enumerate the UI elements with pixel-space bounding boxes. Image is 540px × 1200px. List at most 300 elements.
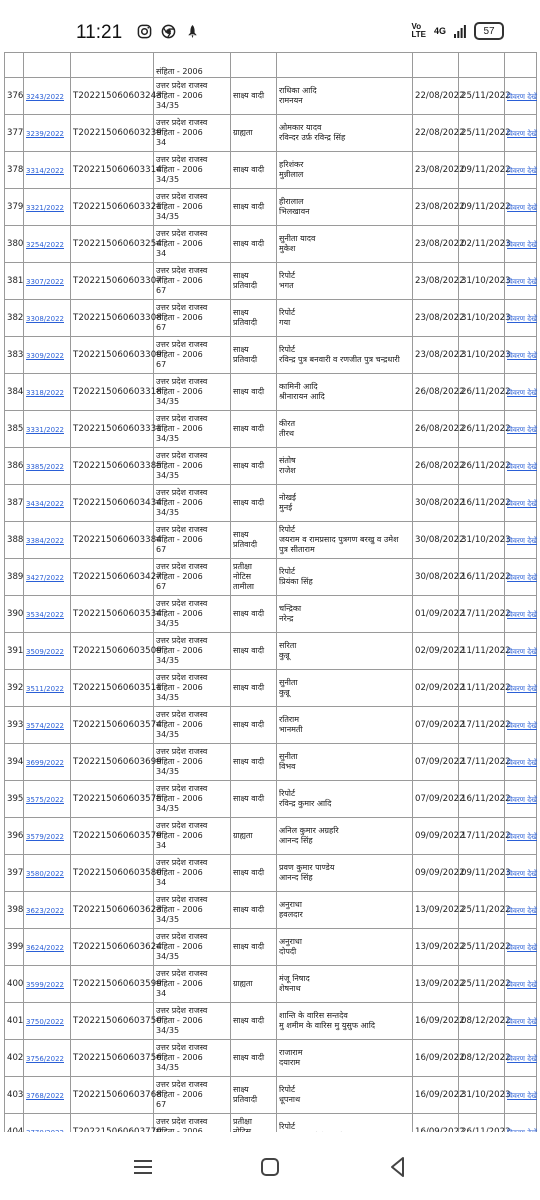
parties-cell	[277, 189, 413, 226]
cnr-number: T202215060603574	[71, 707, 154, 744]
view-details-link[interactable]: विवरण देखें	[507, 572, 537, 582]
case-number-link[interactable]: 3331/2022	[26, 425, 64, 434]
act-line: 34/35	[156, 471, 180, 480]
act-line: उत्तर प्रदेश राजस्व	[156, 155, 208, 164]
parties-cell	[277, 596, 413, 633]
next-hearing-date: 26/11/2022	[459, 448, 505, 485]
table-row	[5, 633, 537, 670]
view-details-link[interactable]: विवरण देखें	[507, 683, 537, 693]
navigation-bar	[0, 1132, 540, 1200]
parties-cell	[277, 929, 413, 966]
next-hearing-date: 31/10/2023	[459, 300, 505, 337]
case-stage-line: साक्ष्य वादी	[233, 424, 265, 433]
act-line: संहिता - 2006	[156, 165, 203, 174]
act-line: 67	[156, 360, 167, 369]
act-cell	[154, 1003, 231, 1040]
view-details-link[interactable]: विवरण देखें	[507, 498, 537, 508]
act-line: उत्तर प्रदेश राजस्व	[156, 303, 208, 312]
act-cell	[154, 966, 231, 1003]
case-stage-line: नोटिस	[233, 572, 252, 581]
cnr-number: T202215060603308	[71, 300, 154, 337]
table-row	[5, 744, 537, 781]
parties-cell	[277, 522, 413, 559]
act-cell: संहिता - 2006	[154, 53, 231, 78]
view-details-link[interactable]: विवरण देखें	[507, 868, 537, 878]
table-row	[5, 522, 537, 559]
filing-date: 16/09/2022	[413, 1040, 459, 1077]
filing-date: 13/09/2022	[413, 929, 459, 966]
view-details-link[interactable]: विवरण देखें	[507, 350, 537, 360]
party-line: भगत	[279, 281, 294, 290]
party-line: शेषनाथ	[279, 984, 301, 993]
table-row	[5, 855, 537, 892]
party-line: ओमकार यादव	[279, 123, 322, 132]
party-line: सुनीता	[279, 752, 298, 761]
filing-date: 02/09/2022	[413, 633, 459, 670]
party-line: भिलखावन	[279, 207, 310, 216]
table-row	[5, 152, 537, 189]
case-number-link[interactable]: 3699/2022	[26, 758, 64, 767]
case-stage-cell	[231, 781, 277, 818]
act-line: संहिता - 2006	[156, 313, 203, 322]
serial-number: 391	[5, 633, 24, 670]
view-details-link[interactable]: विवरण देखें	[507, 757, 537, 767]
case-number-link[interactable]: 3599/2022	[26, 980, 64, 989]
parties-cell	[277, 633, 413, 670]
instagram-icon	[137, 24, 152, 39]
case-stage-line: साक्ष्य	[233, 308, 249, 317]
case-number-link[interactable]: 3534/2022	[26, 610, 64, 619]
filing-date: 02/09/2022	[413, 670, 459, 707]
party-line: रिपोर्ट	[279, 567, 295, 576]
cnr-number: T202215060603509	[71, 633, 154, 670]
case-number-link[interactable]: 3580/2022	[26, 869, 64, 878]
rocket-icon	[185, 24, 200, 39]
case-stage-line: प्रतिवादी	[233, 1095, 258, 1104]
act-line: संहिता - 2006	[156, 572, 203, 581]
act-line: संहिता - 2006	[156, 1090, 203, 1099]
serial-number: 399	[5, 929, 24, 966]
table-row	[5, 892, 537, 929]
party-line: रिपोर्ट	[279, 1085, 295, 1094]
view-details-link[interactable]: विवरण देखें	[507, 720, 537, 730]
serial-number: 394	[5, 744, 24, 781]
case-number-link[interactable]: 3314/2022	[26, 166, 64, 175]
act-cell	[154, 596, 231, 633]
view-details-link[interactable]: विवरण देखें	[507, 239, 537, 249]
party-line: कीरत	[279, 419, 296, 428]
case-number-link[interactable]: 3384/2022	[26, 536, 64, 545]
case-stage-line: साक्ष्य वादी	[233, 239, 265, 248]
cnr-number: T202215060603768	[71, 1077, 154, 1114]
party-line: शान्ति के वारिस सन्तदेव	[279, 1011, 348, 1020]
party-line: दयाराम	[279, 1058, 301, 1067]
case-number-link[interactable]: 3434/2022	[26, 499, 64, 508]
act-line: संहिता - 2006	[156, 498, 203, 507]
parties-cell	[277, 226, 413, 263]
view-details-link[interactable]: विवरण देखें	[507, 91, 537, 101]
table-row	[5, 374, 537, 411]
act-line: 67	[156, 1100, 167, 1109]
case-stage-cell	[231, 855, 277, 892]
party-line: श्रीनारायन आदि	[279, 392, 325, 401]
parties-cell	[277, 781, 413, 818]
serial-number: 385	[5, 411, 24, 448]
party-line: सरिता	[279, 641, 297, 650]
party-line: जयराम व रामप्रसाद पुत्रगण बरखु व उमेश	[279, 535, 399, 544]
cnr-number: T202215060603599	[71, 966, 154, 1003]
cnr-number: T202215060603623	[71, 892, 154, 929]
case-stage-cell	[231, 448, 277, 485]
parties-cell	[277, 448, 413, 485]
home-button[interactable]	[255, 1152, 285, 1182]
serial-number: 378	[5, 152, 24, 189]
parties-cell	[277, 152, 413, 189]
filing-date: 23/08/2022	[413, 152, 459, 189]
case-stage-cell	[231, 892, 277, 929]
case-stage-line: साक्ष्य वादी	[233, 683, 265, 692]
party-line: सुनीता	[279, 678, 298, 687]
party-line: मंजू निषाद	[279, 974, 310, 983]
parties-cell	[277, 78, 413, 115]
act-line: 34/35	[156, 767, 180, 776]
case-number-link[interactable]: 3239/2022	[26, 129, 64, 138]
view-details-link[interactable]: विवरण देखें	[507, 1053, 537, 1063]
case-stage-cell	[231, 744, 277, 781]
act-line: उत्तर प्रदेश राजस्व	[156, 451, 208, 460]
view-details-link[interactable]: विवरण देखें	[507, 609, 537, 619]
act-cell	[154, 1040, 231, 1077]
parties-cell	[277, 374, 413, 411]
table-row-partial	[5, 53, 537, 78]
next-hearing-date: 09/11/2023	[459, 855, 505, 892]
view-details-link[interactable]: विवरण देखें	[507, 313, 537, 323]
act-line: 34/35	[156, 1063, 180, 1072]
case-stage-line: साक्ष्य वादी	[233, 1053, 265, 1062]
parties-cell	[277, 337, 413, 374]
party-line: हीरालाल	[279, 197, 304, 206]
table-row	[5, 226, 537, 263]
act-line: 34/35	[156, 1026, 180, 1035]
case-number-link[interactable]: 3243/2022	[26, 92, 64, 101]
parties-cell	[277, 892, 413, 929]
case-number-link[interactable]: 3511/2022	[26, 684, 64, 693]
next-hearing-date: 16/11/2022	[459, 559, 505, 596]
act-cell	[154, 374, 231, 411]
view-details-link[interactable]: विवरण देखें	[507, 424, 537, 434]
case-stage-cell	[231, 522, 277, 559]
act-cell	[154, 855, 231, 892]
table-row	[5, 485, 537, 522]
case-stage-line: साक्ष्य वादी	[233, 387, 265, 396]
view-details-link[interactable]: विवरण देखें	[507, 202, 537, 212]
case-number-link[interactable]: 3254/2022	[26, 240, 64, 249]
next-hearing-date: 25/11/2022	[459, 892, 505, 929]
act-line: उत्तर प्रदेश राजस्व	[156, 414, 208, 423]
party-line: मुनई	[279, 503, 293, 512]
party-line: प्रवण कुमार पाण्डेय	[279, 863, 335, 872]
case-stage-cell	[231, 670, 277, 707]
case-stage-line: साक्ष्य वादी	[233, 91, 265, 100]
view-details-link[interactable]: विवरण देखें	[507, 831, 537, 841]
view-details-link[interactable]: विवरण देखें	[507, 794, 537, 804]
parties-cell	[277, 1077, 413, 1114]
act-line: संहिता - 2006	[156, 424, 203, 433]
case-number-link[interactable]: 3579/2022	[26, 832, 64, 841]
act-cell	[154, 189, 231, 226]
serial-number: 392	[5, 670, 24, 707]
act-cell	[154, 152, 231, 189]
network-type: 4G	[433, 26, 446, 36]
filing-date: 09/09/2022	[413, 818, 459, 855]
case-number-link[interactable]: 3768/2022	[26, 1091, 64, 1100]
act-line: 34/35	[156, 212, 180, 221]
party-line: अनुराधा	[279, 900, 302, 909]
table-row	[5, 966, 537, 1003]
next-hearing-date: 09/11/2022	[459, 189, 505, 226]
act-line: उत्तर प्रदेश राजस्व	[156, 784, 208, 793]
table-row	[5, 670, 537, 707]
case-stage-cell	[231, 374, 277, 411]
parties-cell	[277, 411, 413, 448]
view-details-link[interactable]: विवरण देखें	[507, 461, 537, 471]
act-line: 34/35	[156, 434, 180, 443]
party-line: रिपोर्ट	[279, 308, 295, 317]
case-stage-line: ग्राह्यता	[233, 831, 253, 840]
case-number-link[interactable]: 3756/2022	[26, 1054, 64, 1063]
view-details-link[interactable]: विवरण देखें	[507, 165, 537, 175]
case-number-link[interactable]: 3509/2022	[26, 647, 64, 656]
view-details-link[interactable]: विवरण देखें	[507, 535, 537, 545]
back-button[interactable]	[383, 1152, 413, 1182]
party-line: कुन्नू	[279, 688, 290, 697]
serial-number: 389	[5, 559, 24, 596]
party-line: तीरथ	[279, 429, 295, 438]
case-stage-line: साक्ष्य वादी	[233, 461, 265, 470]
act-cell	[154, 411, 231, 448]
filing-date: 07/09/2022	[413, 781, 459, 818]
cnr-number: T202215060603307	[71, 263, 154, 300]
act-line: संहिता - 2006	[156, 720, 203, 729]
act-line: उत्तर प्रदेश राजस्व	[156, 266, 208, 275]
act-line: 34/35	[156, 915, 180, 924]
act-line: संहिता - 2006	[156, 91, 203, 100]
serial-number: 382	[5, 300, 24, 337]
cnr-number: T202215060603321	[71, 189, 154, 226]
filing-date: 13/09/2022	[413, 892, 459, 929]
act-line: उत्तर प्रदेश राजस्व	[156, 710, 208, 719]
filing-date: 23/08/2022	[413, 300, 459, 337]
filing-date: 22/08/2022	[413, 78, 459, 115]
act-line: उत्तर प्रदेश राजस्व	[156, 673, 208, 682]
cnr-number: T202215060603309	[71, 337, 154, 374]
cnr-number: T202215060603580	[71, 855, 154, 892]
party-line: रविन्द्र कुमार आदि	[279, 799, 332, 808]
act-line: संहिता - 2006	[156, 202, 203, 211]
cnr-number: T202215060603318	[71, 374, 154, 411]
case-stage-cell	[231, 263, 277, 300]
case-stage-cell	[231, 633, 277, 670]
table-row	[5, 300, 537, 337]
serial-number: 379	[5, 189, 24, 226]
party-line: रिपोर्ट	[279, 1122, 295, 1131]
case-stage-line: प्रतीक्षा	[233, 1117, 252, 1126]
view-details-link[interactable]: विवरण देखें	[507, 905, 537, 915]
recents-button[interactable]	[128, 1152, 158, 1182]
serial-number: 402	[5, 1040, 24, 1077]
cnr-number: T202215060603699	[71, 744, 154, 781]
party-line: रिपोर्ट	[279, 525, 295, 534]
act-line: 34	[156, 878, 167, 887]
act-line: 34/35	[156, 101, 180, 110]
case-number-link[interactable]: 3575/2022	[26, 795, 64, 804]
case-stage-line: साक्ष्य वादी	[233, 942, 265, 951]
act-cell	[154, 892, 231, 929]
filing-date: 13/09/2022	[413, 966, 459, 1003]
case-number-link[interactable]: 3624/2022	[26, 943, 64, 952]
act-cell	[154, 670, 231, 707]
filing-date: 30/08/2022	[413, 559, 459, 596]
cnr-number: T202215060603575	[71, 781, 154, 818]
status-bar	[0, 0, 540, 52]
serial-number: 390	[5, 596, 24, 633]
party-line: हरिशंकर	[279, 160, 304, 169]
next-hearing-date: 16/11/2022	[459, 781, 505, 818]
view-details-link[interactable]: विवरण देखें	[507, 387, 537, 397]
case-stage-cell	[231, 78, 277, 115]
case-number-link[interactable]: 3307/2022	[26, 277, 64, 286]
act-line: उत्तर प्रदेश राजस्व	[156, 858, 208, 867]
act-line: उत्तर प्रदेश राजस्व	[156, 969, 208, 978]
cnr-number: T202215060603756	[71, 1040, 154, 1077]
party-line: रिपोर्ट	[279, 271, 295, 280]
case-number-link[interactable]: 3427/2022	[26, 573, 64, 582]
act-line: उत्तर प्रदेश राजस्व	[156, 229, 208, 238]
act-line: उत्तर प्रदेश राजस्व	[156, 118, 208, 127]
act-line: संहिता - 2006	[156, 683, 203, 692]
act-line: उत्तर प्रदेश राजस्व	[156, 636, 208, 645]
case-stage-cell	[231, 966, 277, 1003]
parties-cell	[277, 670, 413, 707]
case-list-table-container[interactable]	[4, 52, 536, 1132]
table-row	[5, 559, 537, 596]
serial-number: 387	[5, 485, 24, 522]
next-hearing-date: 11/11/2022	[459, 670, 505, 707]
case-stage-cell	[231, 115, 277, 152]
case-number-link[interactable]: 3309/2022	[26, 351, 64, 360]
party-line: सुनीता यादव	[279, 234, 316, 243]
view-details-link[interactable]: विवरण देखें	[507, 128, 537, 138]
view-details-link[interactable]: विवरण देखें	[507, 276, 537, 286]
cnr-number: T202215060603243	[71, 78, 154, 115]
case-stage-line: तामीला	[233, 582, 254, 591]
next-hearing-date: 25/11/2022	[459, 78, 505, 115]
cnr-number: T202215060603254	[71, 226, 154, 263]
case-stage-line: प्रतिवादी	[233, 281, 258, 290]
case-stage-cell	[231, 707, 277, 744]
party-line: राजाराम	[279, 1048, 303, 1057]
next-hearing-date: 31/10/2023	[459, 337, 505, 374]
case-stage-line: साक्ष्य वादी	[233, 757, 265, 766]
party-line: राधिका आदि	[279, 86, 317, 95]
act-line: संहिता - 2006	[156, 794, 203, 803]
view-details-link[interactable]: विवरण देखें	[507, 942, 537, 952]
next-hearing-date: 16/11/2022	[459, 485, 505, 522]
cnr-number: T202215060603534	[71, 596, 154, 633]
case-stage-cell	[231, 1077, 277, 1114]
cnr-number: T202215060603427	[71, 559, 154, 596]
case-number-link[interactable]: 3750/2022	[26, 1017, 64, 1026]
party-line: पुत्र सीताराम	[279, 545, 315, 554]
act-line: संहिता - 2006	[156, 535, 203, 544]
party-line: विभव	[279, 762, 296, 771]
act-cell	[154, 929, 231, 966]
act-line: उत्तर प्रदेश राजस्व	[156, 932, 208, 941]
view-details-link[interactable]: विवरण देखें	[507, 1090, 537, 1100]
act-line: संहिता - 2006	[156, 128, 203, 137]
serial-number: 376	[5, 78, 24, 115]
case-number-link[interactable]: 3321/2022	[26, 203, 64, 212]
case-stage-line: साक्ष्य वादी	[233, 794, 265, 803]
party-line: चन्द्रिका	[279, 604, 302, 613]
party-line: मु शमीम के वारिस मु युसुफ आदि	[279, 1021, 376, 1030]
act-line: उत्तर प्रदेश राजस्व	[156, 1006, 208, 1015]
parties-cell	[277, 855, 413, 892]
case-number-link[interactable]: 3308/2022	[26, 314, 64, 323]
party-line: मुकेश	[279, 244, 296, 253]
filing-date: 07/09/2022	[413, 744, 459, 781]
parties-cell	[277, 559, 413, 596]
case-number-link[interactable]: 3574/2022	[26, 721, 64, 730]
case-stage-line: साक्ष्य	[233, 345, 249, 354]
filing-date: 16/09/2022	[413, 1003, 459, 1040]
case-stage-line: साक्ष्य वादी	[233, 202, 265, 211]
case-number-link[interactable]: 3623/2022	[26, 906, 64, 915]
case-stage-line: साक्ष्य	[233, 271, 249, 280]
case-list-table	[4, 52, 537, 1188]
view-details-link[interactable]: विवरण देखें	[507, 646, 537, 656]
act-line: उत्तर प्रदेश राजस्व	[156, 747, 208, 756]
act-line: 67	[156, 582, 167, 591]
act-line: उत्तर प्रदेश राजस्व	[156, 340, 208, 349]
serial-number: 381	[5, 263, 24, 300]
serial-number: 384	[5, 374, 24, 411]
next-hearing-date: 17/11/2022	[459, 818, 505, 855]
party-line: धूपनाथ	[279, 1095, 301, 1104]
party-line: नरेन्द्र	[279, 614, 294, 623]
cnr-number: T202215060603239	[71, 115, 154, 152]
case-number-link[interactable]: 3385/2022	[26, 462, 64, 471]
chrome-icon	[161, 24, 176, 39]
cnr-number: T202215060603314	[71, 152, 154, 189]
table-row	[5, 448, 537, 485]
filing-date: 26/08/2022	[413, 411, 459, 448]
view-details-link[interactable]: विवरण देखें	[507, 979, 537, 989]
act-line: 34	[156, 138, 167, 147]
serial-number: 396	[5, 818, 24, 855]
party-line: आनन्द सिंह	[279, 873, 313, 882]
case-stage-cell	[231, 818, 277, 855]
serial-number: 403	[5, 1077, 24, 1114]
serial-number: 401	[5, 1003, 24, 1040]
party-line: अनिल कुमार अग्रहरि	[279, 826, 339, 835]
battery-indicator: 57	[474, 22, 504, 40]
party-line: रविन्दर उर्फ़ रविन्द्र सिंह	[279, 133, 346, 142]
view-details-link[interactable]: विवरण देखें	[507, 1016, 537, 1026]
case-number-link[interactable]: 3318/2022	[26, 388, 64, 397]
act-cell	[154, 448, 231, 485]
next-hearing-date: 09/11/2022	[459, 152, 505, 189]
